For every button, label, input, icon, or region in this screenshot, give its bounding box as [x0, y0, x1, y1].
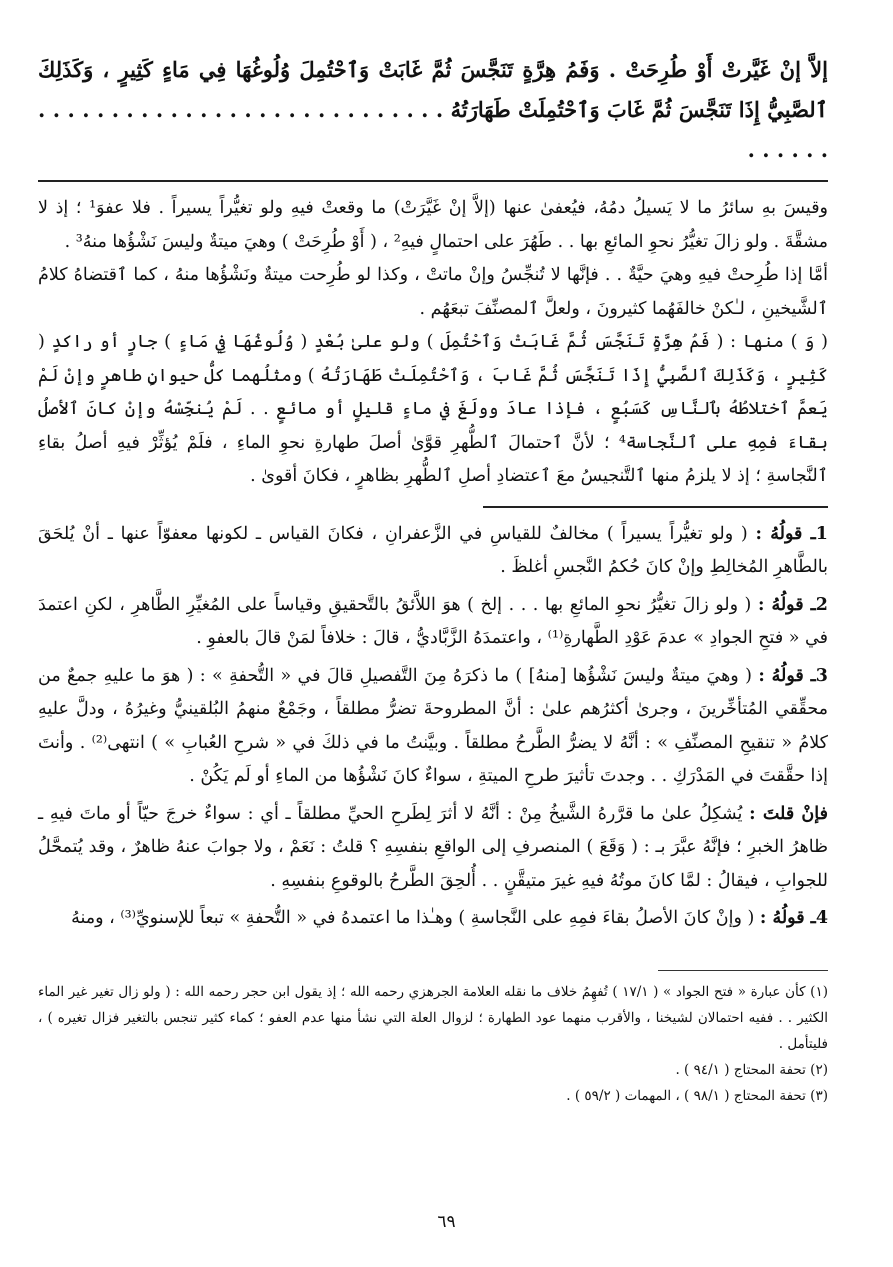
hashiya-divider [483, 506, 828, 508]
footnote: (١) كأن عبارة « فتح الجواد » ( ١٧/١ ) تُفهِمُ خلاف ما نقله العلامة الجرهزي رحمه الله ؛ إذ يقول ابن حجر رحمه الله : ( ولو زال تغير غير الماء الكثير . . ففيه احتمالان لشيخنا ، والأقرب منهما عود الطهارة ؛ لزوال العلة التي نشأ منها عدم العفو ؛ كماء كثير تنجس بالتغير فزال تغيره ) ، فليتأمل . [38, 983, 828, 1052]
hashiya-note [38, 798, 828, 899]
matn-divider [38, 180, 828, 182]
note-text: ( ولو زالَ تغيُّرُ نحوِ المائعِ بها . . . إلخ ) هوَ اللاَّئقُ بالتَّحقيقِ وقياساً على المُغيِّرِ الطَّاهرِ ، لكنِ اعتمدَ في « فتحِ الجوادِ » عدمَ عَوْدِ الطَّهارةِ⁽¹⁾ ، واعتمدَهُ الزَّبَّاديُّ ، قالَ : خلافاً لمَنْ قالَ بالعفوِ . [38, 594, 828, 648]
hashiya-section [38, 518, 828, 936]
sharh-paragraph: ( وَ ) منها : ( فَمُ هِرَّةٍ تَنَجَّسَ ثُمَّ غَابَتْ وَٱحْتُمِلَ ) ولو علىٰ بُعْدٍ ( وُلُوغُهَا فِي مَاءٍ ) جارٍ أو راكدٍ ( كَثِيرٍ ، وَكَذَلِكَ ٱلصَّبِيُّ إِذَا تَنَجَّسَ ثُمَّ غَابَ ، وَٱحْتُمِلَتْ طَهَارَتُهُ ) ومثلُهما كلُّ حيوانٍ طاهرٍ وإنْ لَمْ يَعمَّ ٱختلاطُهُ بٱلنَّاسِ كَسَبُعٍ ، فإذا عادَ وولَغَ في ماءٍ قليلٍ أو مائعٍ . . لَمْ يُنجِّسْهُ وإنْ كانَ ٱلأصلُ بقاءَ فمِهِ على ٱلنَّجاسة⁴ ؛ لأنَّ ٱحتمالَ ٱلطُّهرِ قوَّىٰ أصلَ طهارةِ نحوِ الماءِ ، فلَمْ يُؤثِّرْ فيهِ أصلُ بقاءِ ٱلنَّجاسةِ ؛ إذ لا يلزمُ منها ٱلتَّنجيسُ معَ ٱعتضادِ أصلِ ٱلطُّهرِ بظاهرٍ ، فكانَ أقوىٰ . [38, 332, 828, 486]
footnotes [38, 979, 828, 1109]
page-body [38, 50, 828, 1109]
sharh-paragraph: وقيسَ بهِ سائرُ ما لا يَسيلُ دمُهُ، فيُعفىٰ عنها (إلاَّ إنْ غَيَّرَتْ) ما وقعتْ فيهِ ولو تغيُّراً يسيراً . فلا عفوَ¹ ؛ إذ لا مشقَّةَ . ولو زالَ تغيُّرُ نحوِ المائعِ بها . . طَهُرَ على احتمالٍ فيهِ² ، ( أَوْ طُرِحَتْ ) وهيَ ميتةٌ وليسَ نَشْؤُها منهُ³ . [38, 198, 829, 252]
note-label: 3ـ قولُهُ : [758, 665, 828, 686]
note-label: 1ـ قولُهُ : [755, 523, 828, 544]
hashiya-note [38, 589, 828, 656]
sharh-section [38, 192, 828, 494]
matn-text: إلاَّ إنْ غَيَّرتْ أَوْ طُرِحَتْ . وَفَمُ هِرَّةٍ تَنَجَّسَ ثُمَّ غَابَتْ وَٱحْتُمِلَ وُلُوغُهَا فِي مَاءٍ كَثِيرٍ ، وَكَذَلِكَ ٱلصَّبِيُّ إِذَا تَنَجَّسَ ثُمَّ غَابَ وَٱحْتُمِلَتْ طَهَارَتُهُ . . . . . . . . . . . . . . . . . . . . . . . . . . . . . . . . . . [38, 57, 828, 162]
note-label: 4ـ قولُهُ : [759, 908, 828, 928]
note-label: 2ـ قولُهُ : [757, 594, 828, 615]
footnote-divider [658, 970, 828, 971]
hashiya-note [38, 902, 828, 936]
hashiya-note [38, 660, 828, 794]
page-number: ٦٩ [437, 1212, 456, 1232]
note-text: يُشكِلُ علىٰ ما قرَّرهُ الشَّيخُ مِنْ : أنَّهُ لا أثرَ لِطَرحِ الحيِّ مطلقاً ـ أي : سواءٌ خرجَ حيّاً أو ماتَ فيهِ ـ ظاهرُ الخبرِ ؛ فإنَّهُ عبَّرَ بـ : ( وَقَعَ ) المنصرفِ إلى الواقعِ بنفسِهِ ؟ قلتُ : نَعَمْ ، ولا جوابَ عنهُ ظاهرٌ ، وقد يُتمحَّلُ للجوابِ ، فيقالُ : لمَّا كانَ موتُهُ فيهِ غيرَ متيقَّنٍ . . أُلحِقَ الطَّرحُ بالوقوعِ بنفسِهِ . [38, 803, 828, 891]
sharh-paragraph: أمَّا إذا طُرِحتْ فيهِ وهيَ حيَّةٌ . . فإنَّها لا تُنجِّسُ وإنْ ماتتْ ، وكذا لو طُرِحت ميتةٌ ونَشْؤُها منهُ ، كما ٱقتضاهُ كلامُ ٱلشَّيخينِ ، لـٰكنْ خالفَهُما كثيرونَ ، ولعلَّ ٱلمصنِّفَ تبعَهُم . [38, 265, 828, 319]
note-text: ( وإنْ كانَ الأصلُ بقاءَ فمِهِ على النَّجاسةِ ) وهـٰذا ما اعتمدهُ في « التُّحفةِ » تبعاً للإسنويِّ⁽³⁾ ، ومنهُ [71, 908, 755, 928]
note-text: ( وهيَ ميتةٌ وليسَ نَشْؤُها [منهُ] ) ما ذكرَهُ مِنَ التَّفصيلِ قالَ في « التُّحفةِ » : ( هوَ ما عليهِ جمعٌ من محقِّقي المُتأخِّرينَ ، وجرىٰ أكثرُهم علىٰ : أنَّ المطروحةَ تضرُّ مطلقاً ، وجَمْعٌ منهمُ البُلقينيُّ وغيرُهُ ، ودلَّ عليهِ كلامُ « تنقيحِ المصنِّفِ » : أنَّهُ لا يضرُّ الطَّرحُ مطلقاً . وبيَّنتُ ما في ذلكَ في « شرحِ العُبابِ » ) انتهى⁽²⁾ . وأنتَ إذا حقَّقتَ في المَدْرَكِ . . وجدتَ تأثيرَ طرحِ الميتةِ ، سواءٌ كانَ نَشْؤُها من الماءِ أو لَم يَكُنْ . [38, 665, 828, 786]
note-label: فإنْ قلتَ : [749, 803, 828, 824]
hashiya-note [38, 518, 828, 585]
footnote: (٢) تحفة المحتاج ( ٩٤/١ ) . [675, 1061, 828, 1078]
note-text: ( ولو تغيُّراً يسيراً ) مخالفٌ للقياسِ في الزَّعفرانِ ، فكانَ القياس ـ لكونها معفوّاً عنها ـ أنْ يُلحَقَ بالطَّاهرِ المُخالِطِ وإنْ كانَ حُكمُ النَّجسِ أغلظَ . [38, 523, 828, 577]
footnote: (٣) تحفة المحتاج ( ٩٨/١ ) ، المهمات ( ٥٩/٢ ) . [566, 1087, 828, 1104]
